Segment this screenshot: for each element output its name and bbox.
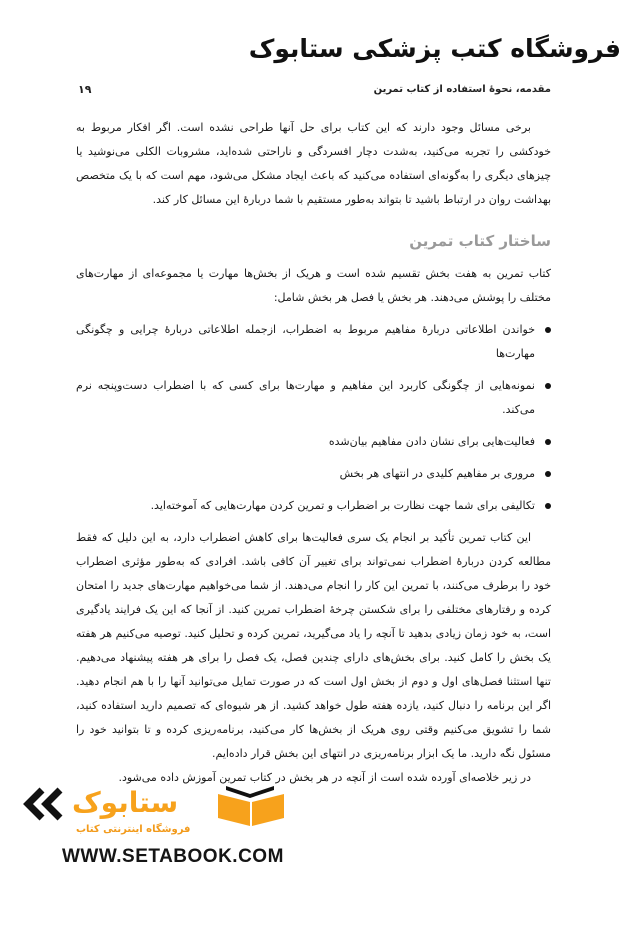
list-item-text: خواندن اطلاعاتی دربارهٔ مفاهیم مربوط به اضطراب، ازجمله اطلاعاتی دربارهٔ چرایی و چگونگی مهارت‌ها xyxy=(76,323,535,360)
paragraph-practice: این کتاب تمرین تأکید بر انجام یک سری فعالیت‌ها برای کاهش اضطراب دارد، به این دلیل که فقط مطالعه کردن دربارهٔ اضطراب نمی‌تواند برای تغییر آن کافی باشد. افرادی که به‌طور مؤثری اضطراب خود را برطرف می‌کنند، با تمرین این کار را انجام می‌دهند. از شما می‌خواهیم مهارت‌های جدید را امتحان کرده و رفتارهای مختلفی را برای شکستن چرخهٔ اضطراب تمرین کنید. از آنجا که این یک فرایند یادگیری است، به خود زمان زیادی بدهید تا آنچه را یاد می‌گیرید، تمرین کرده و تحلیل کنید. توصیه می‌کنیم هر هفته یک بخش را کامل کنید. برای بخش‌های دارای چندین فصل، یک فصل را برای هر هفته پیشنهاد می‌دهیم. تنها استثنا فصل‌های اول و دوم از بخش اول است که در صورت تمایل می‌توانید آنها را با هم انجام دهید. اگر این برنامه را دنبال کنید، یازده هفته طول خواهد کشید. از هر شیوه‌ای که تصمیم دارید استفاده کنید، شما را تشویق می‌کنیم وقتی روی هریک از بخش‌ها کار می‌کنید، برنامه‌ریزی کرده و تا بتوانید خود را مسئول نگه دارید. ما یک ابزار برنامه‌ریزی در انتهای این بخش قرار داده‌ایم. xyxy=(76,531,551,760)
bullet-icon xyxy=(545,383,551,389)
running-head-title: مقدمه، نحوهٔ استفاده از کتاب تمرین xyxy=(373,84,551,95)
bullet-list xyxy=(76,318,551,518)
paragraph-intro-limits: برخی مسائل وجود دارند که این کتاب برای حل آنها طراحی نشده است. اگر افکار مربوط به خودکشی را تجربه می‌کنید، به‌شدت دچار افسردگی و ناراحتی شده‌اید، مشروبات الکلی می‌نوشید یا چیزهای دیگری را به‌گونه‌ای استفاده می‌کنید که باعث ایجاد مشکل می‌شود، مهم است که با یک متخصص بهداشت روان در ارتباط باشید تا بتواند به‌طور مستقیم با شما دربارهٔ این مسائل کار کند. xyxy=(76,121,551,206)
paragraph-summary-intro: در زیر خلاصه‌ای آورده شده است از آنچه در هر بخش در کتاب تمرین آموزش داده می‌شود. xyxy=(118,771,531,784)
page-number: ۱۹ xyxy=(78,83,92,96)
bullet-icon xyxy=(545,471,551,477)
logo-subtitle: فروشگاه اینترنتی کتاب xyxy=(76,824,191,835)
bullet-icon xyxy=(545,327,551,333)
section-heading: ساختار کتاب تمرین xyxy=(409,232,551,250)
list-item-text: مروری بر مفاهیم کلیدی در انتهای هر بخش xyxy=(339,467,535,480)
running-head xyxy=(78,84,551,100)
store-title: فروشگاه کتب پزشکی ستابوک xyxy=(248,34,621,63)
setabook-logo xyxy=(20,784,295,844)
list-item xyxy=(76,318,551,366)
book-logo-icon xyxy=(216,784,286,828)
paragraph-structure: کتاب تمرین به هفت بخش تقسیم شده است و هریک از بخش‌ها مهارت یا مجموعه‌ای از مهارت‌های مختلف را پوشش می‌دهند. هر بخش یا فصل هر بخش شامل: xyxy=(76,267,551,304)
list-item-text: تکالیفی برای شما جهت نظارت بر اضطراب و تمرین کردن مهارت‌هایی که آموخته‌اید. xyxy=(150,499,535,512)
chevron-logo-icon xyxy=(20,784,72,824)
bullet-icon xyxy=(545,503,551,509)
page-content xyxy=(76,116,551,790)
website-url[interactable]: WWW.SETABOOK.COM xyxy=(62,846,284,867)
list-item-text: نمونه‌هایی از چگونگی کاربرد این مفاهیم و مهارت‌ها برای کسی که با اضطراب دست‌وپنجه نرم می‌کند. xyxy=(76,379,535,416)
list-item xyxy=(76,374,551,422)
list-item xyxy=(76,430,551,454)
list-item-text: فعالیت‌هایی برای نشان دادن مفاهیم بیان‌شده xyxy=(328,435,535,448)
logo-wordmark: ستابوک xyxy=(72,786,179,819)
list-item xyxy=(76,494,551,518)
bullet-icon xyxy=(545,439,551,445)
list-item xyxy=(76,462,551,486)
